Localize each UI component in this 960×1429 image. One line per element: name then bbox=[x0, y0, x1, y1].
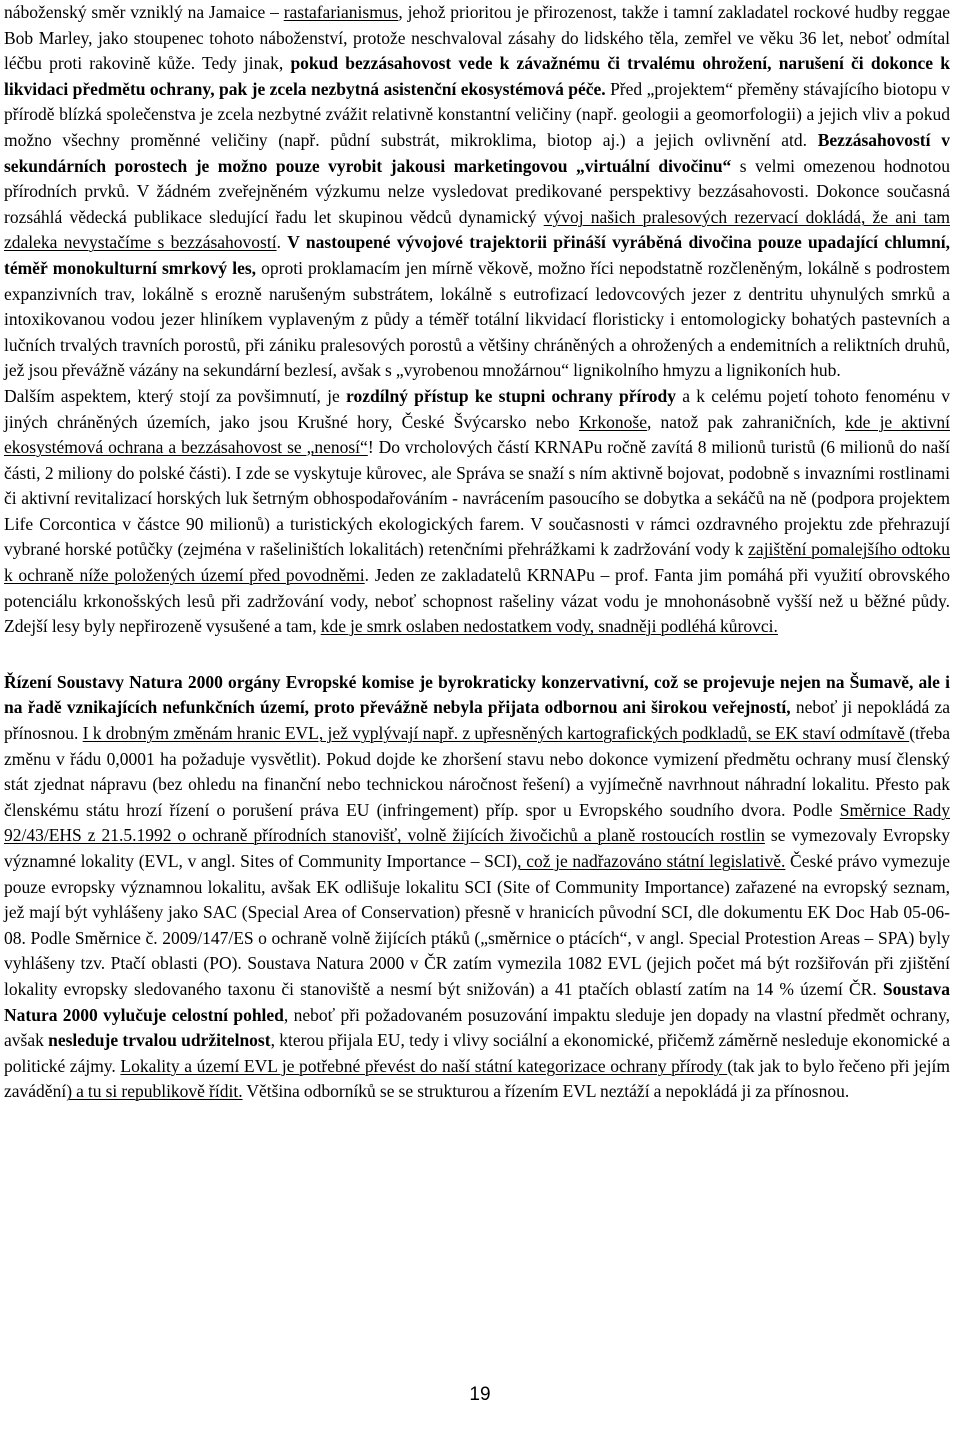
bold-text-run: pokud bezzásahovost vede k závažnému či trvalému ohrožení, narušení či dokonce k likvidaci předmětu ochrany, pak je zcela nezbytná asistenční ekosystémová péče. bbox=[4, 53, 950, 99]
text-run: a k celému pojetí tohoto fenoménu v jiných chráněných územích, jako jsou Krušné hory, České Švýcarsko nebo bbox=[4, 385, 950, 432]
text-run: Před „projektem“ přeměny stávajícího biotopu v přírodě blízká společenstva je zcela nezbytné zvážit relativně konstantní veličiny (např. geologii a geomorfologii) a jejich vliv a pokud možno všechny proměnné veličiny (např. půdní substrát, mikroklima, biotop aj.) a jejich ovlivnění atd. bbox=[4, 78, 950, 150]
text-run: se vymezovaly Evropsky významné lokality (EVL, v angl. Sites of Community Importance – SCI) bbox=[4, 825, 950, 871]
underlined-text-run: kde je smrk oslaben nedostatkem vody, snadněji podléhá kůrovci. bbox=[320, 616, 778, 637]
page-number: 19 bbox=[469, 1384, 491, 1405]
text-run: ! Do vrcholových částí KRNAPu ročně zavítá 8 milionů turistů (6 milionů do naší části, 2 miliony do polské části). I zde se vyskytuje kůrovec, ale Správa se snaží s ním aktivně bojovat, podobně s invazními rostlinami či aktivní revitalizací horských luk šetrným obhospodařováním - navrácením pasoucího se dobytka a sekáčů na ně (podpora projektem Life Corcontica v částce 90 milionů) a turistických ekologických farem. V současnosti v rámci ozdravného projektu zde přehrazují vybrané horské potůčky (zejména v rašeliništích lokalitách) retenčními přehrážkami k zadržování vody k bbox=[4, 437, 950, 560]
bold-text-run: Soustava Natura 2000 vylučuje celostní pohled bbox=[4, 978, 950, 1025]
underlined-text-run: Krkonoše bbox=[578, 411, 647, 432]
underlined-text-run: Lokality a území EVL je potřebné převést do naší státní kategorizace ochrany přírody bbox=[120, 1055, 728, 1076]
paragraph bbox=[4, 384, 950, 640]
bold-text-run: rozdílný přístup ke stupni ochrany přírody bbox=[346, 385, 677, 406]
body-text bbox=[4, 0, 950, 1105]
text-run: oproti proklamacím jen mírně věkově, možno říci nepodstatně rozčleněným, lokálně s podrostem expanzivních trav, lokálně s erozně narušeným substrátem, lokálně s eutrofizací ledovcových jezer z dentritu uhynulých smrků a intoxikovanou vodou jezer hliníkem vyplaveným z půdy a téměř totální likvidací floristicky i entomologicky bohatých pastevních a lučních trvalých travních porostů, při zániku pralesových porostů a většiny chráněných a ohrožených a endemitních a reliktních druhů, jež jsou převážně vázány na sekundární bezlesí, avšak s „vyrobenou množárnou“ lignikolního hmyzu a lignikoních hub. bbox=[4, 257, 950, 381]
underlined-text-run: rastafarianismus bbox=[283, 2, 399, 22]
underlined-text-run: Směrnice Rady 92/43/EHS z 21.5.1992 o ochraně přírodních stanovišť, volně žijících živočichů a planě rostoucích rostlin bbox=[4, 799, 950, 846]
text-run: . Jeden ze zakladatelů KRNAPu – prof. Fanta jim pomáhá při využití obrovského potenciálu krkonošských lesů při zadržování vody, neboť schopnost rašeliny vázat vodu je mnohonásobně vyšší než u běžné půdy. Zdejší lesy byly nepřirozeně vysušené a tam, bbox=[4, 565, 950, 637]
bold-text-run: Řízení Soustavy Natura 2000 orgány Evropské komise je byrokraticky konzervativní, což se projevuje nejen na Šumavě, ale i na řadě vznikajících nefunkčních území, proto převážně nebyla přijata odbornou ani širokou veřejností, bbox=[4, 671, 950, 718]
paragraph bbox=[4, 670, 950, 1105]
text-run: , natož pak zahraničních, bbox=[646, 411, 846, 432]
text-run: Většina odborníků se se strukturou a řízením EVL neztáží a nepokládá ji za přínosnou. bbox=[242, 1081, 850, 1102]
text-run: , neboť při požadovaném posuzování impaktu sleduje jen dopady na vlastní předmět ochrany, avšak bbox=[4, 1004, 950, 1051]
text-run: (tak jak to bylo řečeno při jejím zavádění bbox=[4, 1055, 950, 1102]
underlined-text-run: vývoj našich pralesových rezervací dokládá, že ani tam zdaleka nevystačíme s bezzásahovostí bbox=[4, 206, 950, 253]
underlined-text-run: ) a tu si republikově řídit. bbox=[66, 1081, 243, 1102]
text-run: neboť ji nepokládá za přínosnou. bbox=[4, 697, 951, 744]
text-run: s velmi omezenou hodnotou přírodních prvků. V žádném zveřejněném výzkumu nelze vysledovat predikované perspektivy bezzásahovosti. Dokonce současná rozsáhlá vědecká publikace sledující řadu let skupinou vědců dynamický bbox=[4, 155, 950, 227]
text-run: . bbox=[276, 232, 288, 253]
underlined-text-run: zajištění pomalejšího odtoku k ochraně níže položených území před povodněmi bbox=[4, 539, 950, 586]
text-run: České právo vymezuje pouze evropsky významnou lokalitu, avšak EK odlišuje lokalitu SCI (Site of Community Importance) zařazené na evropský seznam, jež mají být vyhlášeny jako SAC (Special Area of Conservation) přesně v hranicích původní SCI, dle dokumentu EK Doc Hab 05-06-08. Podle Směrnice č. 2009/147/ES o ochraně volně žijících ptáků („směrnice o ptácích“, v angl. Special Protestion Areas – SPA) byly vyhlášeny tzv. Ptačí oblasti (PO). Soustava Natura 2000 v ČR zatím vymezila 1082 EVL (jejich počet má být rozšiřován při zjištění lokality evropsky sledovaného taxonu či stanoviště a nesmí být snižován) a 41 ptačích oblastí zatím na 14 % území ČR. bbox=[4, 851, 950, 999]
underlined-text-run: kde je aktivní ekosystémová ochrana a bezzásahovost se „nenosí“ bbox=[4, 411, 950, 458]
text-run: , kterou přijala EU, tedy i vlivy sociální a ekonomické, přičemž záměrně nesleduje ekonomické a politické zájmy. bbox=[4, 1030, 950, 1076]
paragraph bbox=[4, 0, 950, 384]
text-run: Dalším aspektem, který stojí za povšimnutí, je bbox=[4, 385, 347, 406]
underlined-text-run: , což je nadřazováno státní legislativě. bbox=[517, 851, 786, 871]
text-run: (třeba změnu v řádu 0,0001 ha požaduje vysvětlit). Pokud dojde ke zhoršení stavu nebo dokonce vymizení předmětu ochrany musí členský stát zjednat nápravu (bez ohledu na finanční nebo technickou náročnost řešení) a vyjímečně navrhnout náhradní lokalitu. Přesto pak členskému státu hrozí řízení o porušení práva EU (infringement) příp. spor u Evropského soudního dvora. Podle bbox=[4, 723, 950, 820]
bold-text-run: V nastoupené vývojové trajektorii přináší vyráběná divočina pouze upadající chlumní, téměř monokulturní smrkový les, bbox=[4, 232, 950, 278]
underlined-text-run: I k drobným změnám hranic EVL, jež vyplývají např. z upřesněných kartografických podkladů, se EK staví odmítavě bbox=[82, 723, 910, 744]
text-run: náboženský směr vzniklý na Jamaice – bbox=[4, 2, 284, 22]
bold-text-run: nesleduje trvalou udržitelnost bbox=[48, 1030, 271, 1051]
text-run: , jehož prioritou je přirozenost, takže i tamní zakladatel rockové hudby reggae Bob Marley, jako stoupenec tohoto náboženství, protože neschvaloval zásahy do lidského těla, zemřel ve věku 36 let, neboť odmítal léčbu proti rakovině kůže. Tedy jinak, bbox=[4, 2, 950, 74]
bold-text-run: Bezzásahovostí v sekundárních porostech je možno pouze vyrobit jakousi marketingovou „virtuální divočinu“ bbox=[4, 129, 950, 176]
paragraph-gap bbox=[4, 640, 950, 670]
